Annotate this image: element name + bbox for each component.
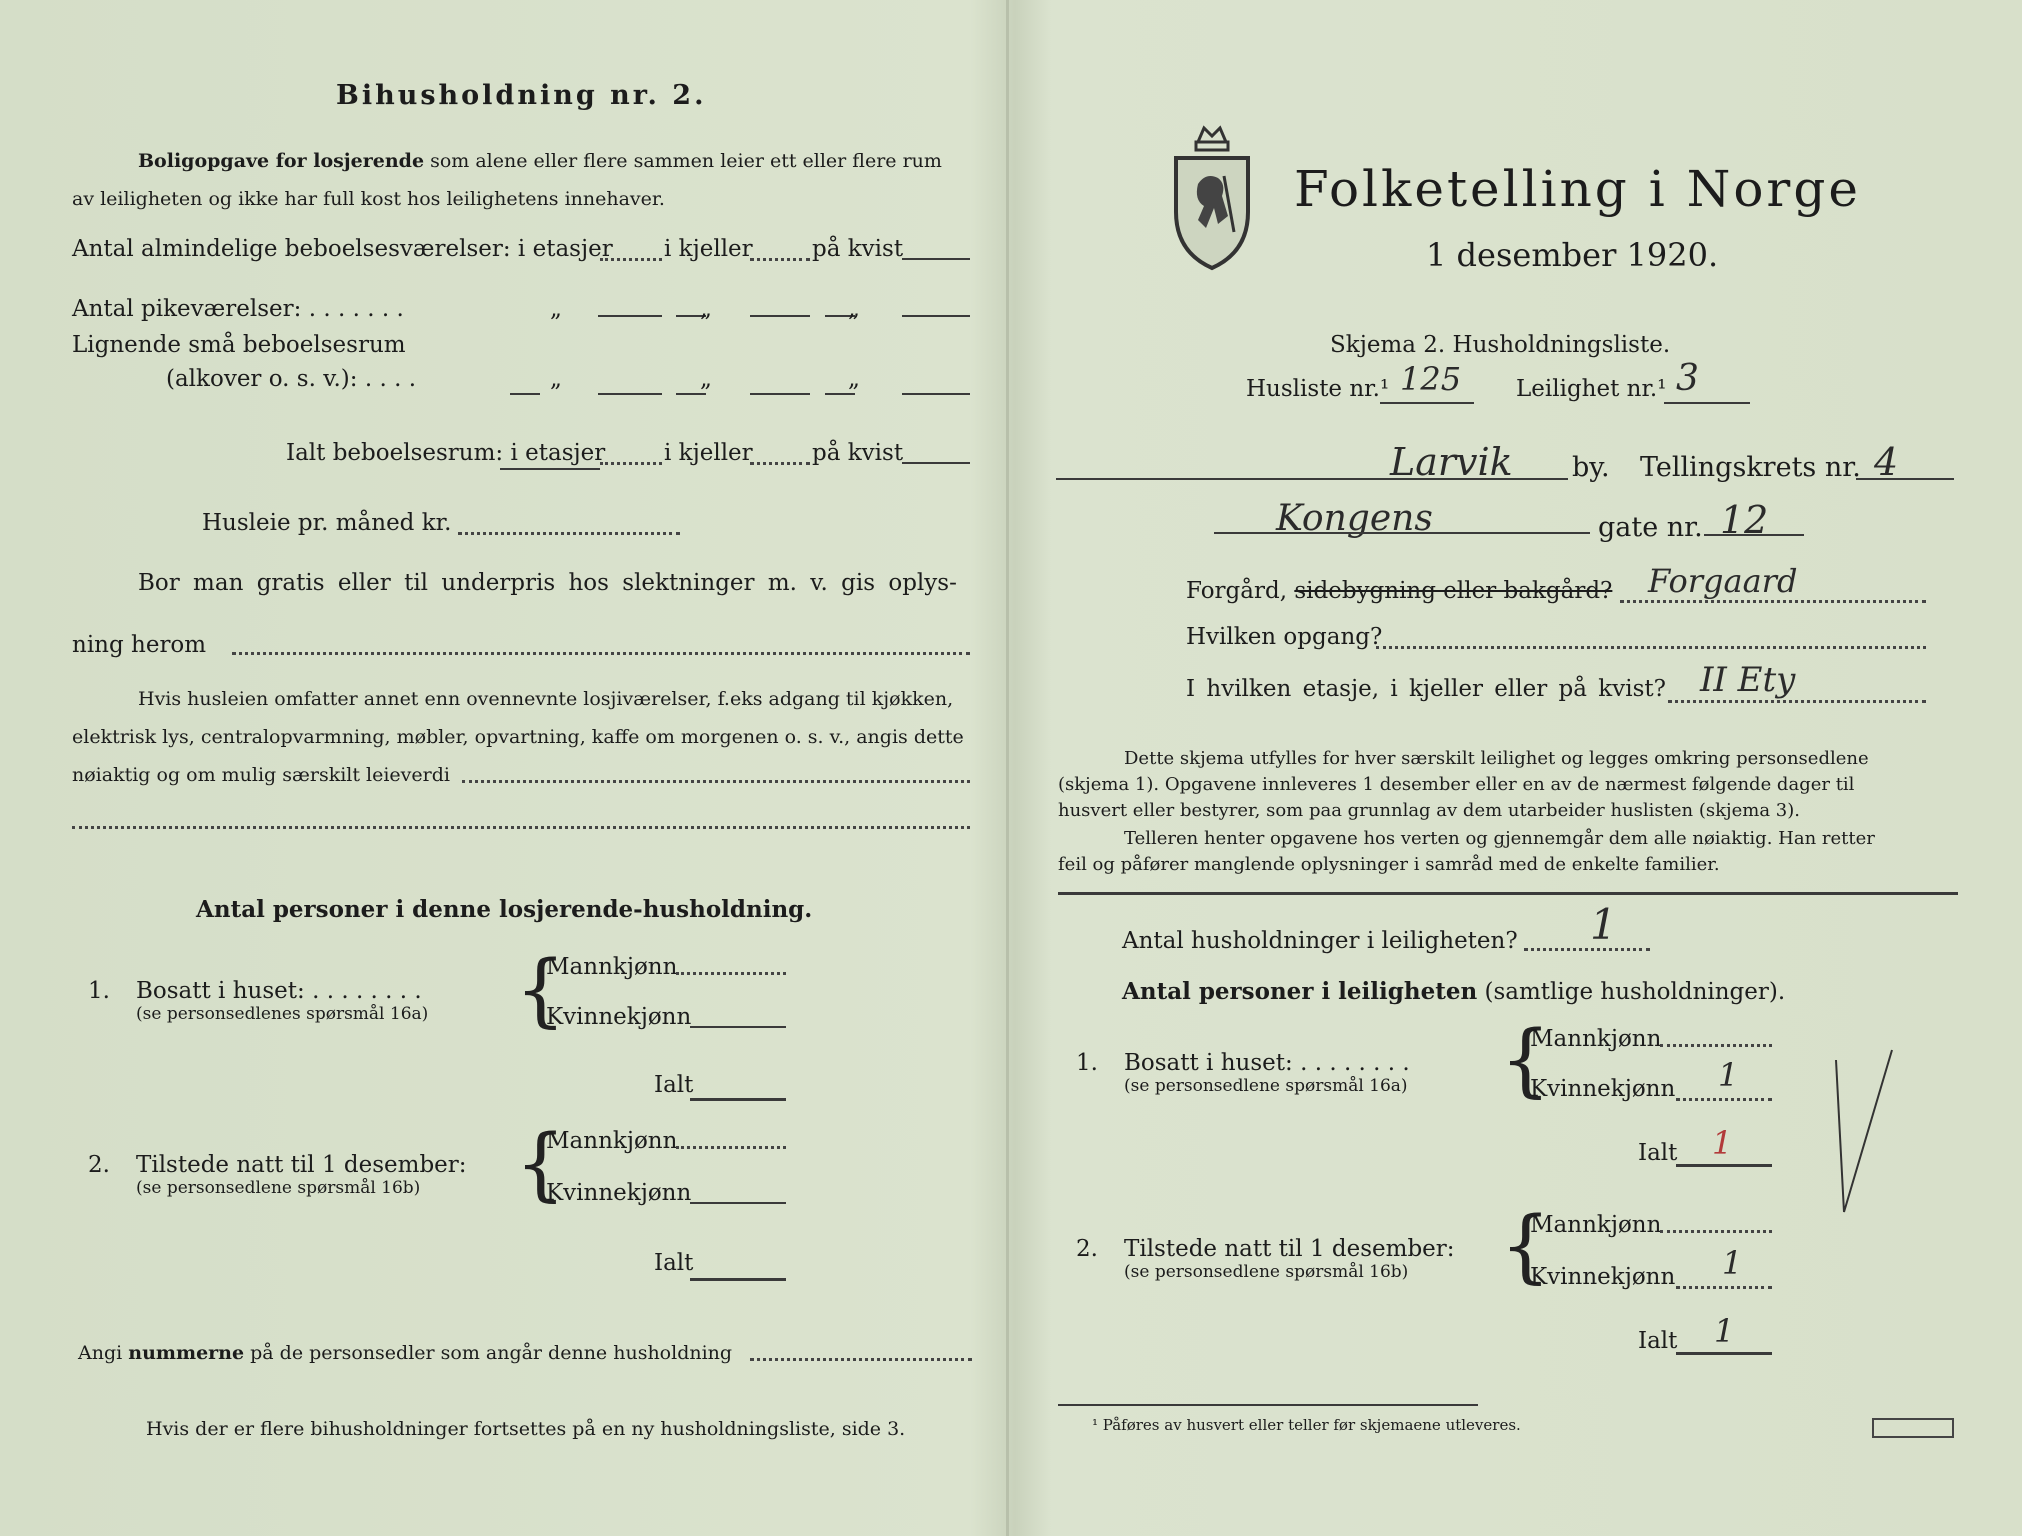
- left-q2-ialt-label: Ialt: [654, 1250, 694, 1276]
- alk-dash-0: [510, 393, 540, 395]
- left-q1-ialt-field[interactable]: [690, 1098, 786, 1101]
- etasje-field: [1668, 700, 1926, 703]
- husleie-label: Husleie pr. måned kr.: [202, 510, 452, 536]
- alk-etasjer-field[interactable]: [598, 393, 662, 395]
- leilighet-value[interactable]: 3: [1676, 358, 1699, 399]
- left-q1-ialt-label: Ialt: [654, 1072, 694, 1098]
- alk-kvist-field[interactable]: [902, 393, 970, 395]
- right-q2-kvinne-value[interactable]: 1: [1722, 1244, 1743, 1282]
- footnote-mark: ¹: [1092, 1416, 1099, 1434]
- by-value[interactable]: Larvik: [1390, 440, 1513, 484]
- right-q2-label: Tilstede natt til 1 desember:: [1124, 1236, 1455, 1262]
- info-line-3: husvert eller bestyrer, som paa grunnlag av dem utarbeider huslisten (skjema 3).: [1058, 800, 1800, 821]
- bor-gratis-text: Bor man gratis eller til underpris hos slektninger m. v. gis oplys-: [138, 570, 957, 596]
- antal-personer-bold: Antal personer i leiligheten: [1122, 978, 1478, 1005]
- angi-bold: nummerne: [128, 1342, 245, 1364]
- left-q2-ialt-field[interactable]: [690, 1278, 786, 1281]
- ning-herom-field[interactable]: [232, 652, 970, 655]
- antal-personer-rest: (samtlige husholdninger).: [1484, 979, 1786, 1005]
- antal-hush-field: [1524, 948, 1650, 951]
- alm-kjeller-field[interactable]: [750, 258, 810, 261]
- alm-etasjer-field[interactable]: [600, 258, 662, 261]
- left-q1-number: 1.: [88, 978, 110, 1004]
- left-intro-line2: av leiligheten og ikke har full kost hos leilighetens innehaver.: [72, 188, 665, 210]
- left-q1-label: Bosatt i huset: . . . . . . . .: [136, 978, 422, 1004]
- left-q2-label: Tilstede natt til 1 desember:: [136, 1152, 467, 1178]
- page-fold: [1006, 0, 1009, 1536]
- alm-kvist-label: på kvist: [812, 236, 904, 262]
- angi-line: [78, 1342, 732, 1364]
- forgaard-value[interactable]: Forgaard: [1648, 562, 1798, 600]
- ialt-kvist-label: på kvist: [812, 440, 904, 466]
- ditto-mark: „: [848, 366, 860, 392]
- right-q1-mann-label: Mannkjønn: [1530, 1026, 1662, 1052]
- info-line-2: (skjema 1). Opgavene innleveres 1 desember eller en av de nærmest følgende dager til: [1058, 774, 1855, 795]
- ditto-mark: „: [700, 296, 712, 322]
- pike-etasjer-field[interactable]: [598, 315, 662, 317]
- left-q2-mann-label: Mannkjønn: [546, 1128, 678, 1154]
- left-q1-sub: (se personsedlenes spørsmål 16a): [136, 1004, 429, 1024]
- etasje-label: I hvilken etasje, i kjeller eller på kvist?: [1186, 676, 1666, 702]
- ialt-rum-underline: [500, 468, 600, 470]
- left-q2-kvinne-label: Kvinnekjønn: [546, 1180, 692, 1206]
- skjema-label: Skjema 2. Husholdningsliste.: [1330, 332, 1671, 358]
- alm-kjeller-label: i kjeller: [664, 236, 753, 262]
- husliste-value[interactable]: 125: [1400, 360, 1462, 398]
- hvis-husleien-3: nøiaktig og om mulig særskilt leieverdi: [72, 764, 450, 786]
- opgang-label: Hvilken opgang?: [1186, 624, 1383, 650]
- gate-label: gate nr.: [1598, 512, 1703, 543]
- angi-field[interactable]: [750, 1358, 972, 1361]
- printer-stamp-icon: [1872, 1418, 1954, 1438]
- ditto-mark: „: [550, 366, 562, 392]
- right-q2-kvinne-label: Kvinnekjønn: [1530, 1264, 1676, 1290]
- right-q2-ialt-value[interactable]: 1: [1714, 1312, 1735, 1350]
- husleie-field[interactable]: [458, 532, 680, 535]
- by-label: by.: [1572, 452, 1610, 483]
- tellingskrets-value[interactable]: 4: [1874, 440, 1899, 484]
- forgaard-line: [1186, 578, 1612, 604]
- left-q1-mann-field[interactable]: [676, 972, 786, 975]
- left-q2-kvinne-field[interactable]: [690, 1202, 786, 1204]
- right-title: Folketelling i Norge: [1294, 160, 1861, 218]
- right-q1-brace: {: [1500, 1013, 1551, 1106]
- info-line-4: Telleren henter opgavene hos verten og gjennemgår dem alle nøiaktig. Han retter: [1124, 828, 1875, 849]
- left-footer: Hvis der er flere bihusholdninger fortsettes på en ny husholdningsliste, side 3.: [146, 1418, 906, 1440]
- etasje-value[interactable]: II Ety: [1700, 660, 1796, 700]
- tellingskrets-label: Tellingskrets nr.: [1640, 452, 1861, 483]
- forgaard-field: [1620, 600, 1926, 603]
- right-q2-ialt-label: Ialt: [1638, 1328, 1678, 1354]
- left-intro-line1: [138, 150, 942, 172]
- leilighet-label: Leilighet nr.¹: [1516, 376, 1667, 402]
- antal-personer-line: [1122, 978, 1785, 1005]
- antal-hush-label: Antal husholdninger i leiligheten?: [1122, 928, 1518, 954]
- ialt-rum-label: Ialt beboelsesrum: i etasjer: [286, 440, 606, 466]
- pikevaerelser-label: Antal pikeværelser: . . . . . . .: [72, 296, 404, 322]
- left-q2-number: 2.: [88, 1152, 110, 1178]
- right-q1-sub: (se personsedlene spørsmål 16a): [1124, 1076, 1408, 1096]
- ialt-kvist-field[interactable]: [902, 462, 970, 464]
- ialt-etasjer-field[interactable]: [600, 462, 662, 465]
- angi-pre: Angi: [78, 1342, 123, 1364]
- info-line-5: feil og påfører manglende oplysninger i samråd med de enkelte familier.: [1058, 854, 1720, 875]
- intro-bold: Boligopgave for losjerende: [138, 150, 425, 172]
- tellingskrets-field: [1856, 478, 1954, 480]
- angi-rest: på de personsedler som angår denne husholdning: [250, 1342, 733, 1364]
- left-q2-brace: {: [515, 1117, 566, 1210]
- left-q1-kvinne-field[interactable]: [690, 1026, 786, 1028]
- alk-dash-2: [825, 393, 855, 395]
- ditto-mark: „: [550, 296, 562, 322]
- leieverdi-field-2[interactable]: [72, 826, 970, 829]
- gate-nr-field: [1704, 534, 1804, 536]
- footnote-rule: [1058, 1404, 1478, 1406]
- left-q1-mann-label: Mannkjønn: [546, 954, 678, 980]
- right-q2-ialt-field: [1676, 1352, 1772, 1355]
- right-q1-ialt-label: Ialt: [1638, 1140, 1678, 1166]
- gate-value[interactable]: Kongens: [1276, 498, 1433, 539]
- norway-coat-of-arms-icon: [1168, 120, 1256, 276]
- ialt-kjeller-field[interactable]: [750, 462, 810, 465]
- sidebygning-struck: sidebygning eller bakgård?: [1294, 578, 1613, 604]
- ditto-mark: „: [848, 296, 860, 322]
- alk-dash-1: [676, 393, 706, 395]
- right-q1-kvinne-value[interactable]: 1: [1718, 1056, 1739, 1094]
- left-persons-heading: Antal personer i denne losjerende-husholdning.: [196, 896, 813, 923]
- right-q1-label: Bosatt i huset: . . . . . . . .: [1124, 1050, 1410, 1076]
- intro-rest: som alene eller flere sammen leier ett eller flere rum: [430, 150, 942, 172]
- info-line-1: Dette skjema utfylles for hver særskilt leilighet og legges omkring personsedlene: [1124, 748, 1869, 769]
- ialt-kjeller-label: i kjeller: [664, 440, 753, 466]
- opgang-field[interactable]: [1376, 646, 1926, 649]
- footnote: [1092, 1416, 1521, 1434]
- husliste-label: Husliste nr.¹: [1246, 376, 1390, 402]
- right-q1-mann-field[interactable]: [1660, 1044, 1772, 1047]
- by-field: [1056, 478, 1568, 480]
- antal-alm-label: Antal almindelige beboelsesværelser: i etasjer: [72, 236, 613, 262]
- alm-kvist-field[interactable]: [902, 258, 970, 260]
- husliste-field: [1380, 402, 1474, 404]
- leilighet-field: [1664, 402, 1750, 404]
- forgaard-label: Forgård,: [1186, 578, 1288, 604]
- hvis-husleien-1: Hvis husleien omfatter annet enn ovennevnte losjiværelser, f.eks adgang til kjøkken,: [138, 688, 954, 710]
- check-stroke: [1830, 1040, 1900, 1224]
- ditto-mark: „: [700, 366, 712, 392]
- left-q1-brace: {: [515, 943, 566, 1036]
- right-q2-brace: {: [1500, 1199, 1551, 1292]
- right-q1-ialt-field: [1676, 1164, 1772, 1167]
- right-q1-number: 1.: [1076, 1050, 1098, 1076]
- divider-line: [1058, 892, 1958, 895]
- footnote-text: Påføres av husvert eller teller før skjemaene utleveres.: [1102, 1416, 1521, 1434]
- right-q2-sub: (se personsedlene spørsmål 16b): [1124, 1262, 1409, 1282]
- left-q2-mann-field[interactable]: [676, 1146, 786, 1149]
- ning-herom-label: ning herom: [72, 632, 207, 658]
- right-q2-kvinne-field: [1676, 1286, 1772, 1289]
- alkover-label: (alkover o. s. v.): . . . .: [166, 366, 417, 392]
- antal-hush-value[interactable]: 1: [1590, 900, 1617, 949]
- right-q2-mann-field[interactable]: [1660, 1230, 1772, 1233]
- alk-kjeller-field[interactable]: [750, 393, 810, 395]
- left-title: Bihusholdning nr. 2.: [336, 80, 707, 111]
- right-q1-kvinne-label: Kvinnekjønn: [1530, 1076, 1676, 1102]
- leieverdi-field[interactable]: [462, 780, 970, 783]
- right-q1-kvinne-field: [1676, 1098, 1772, 1101]
- right-q1-ialt-value[interactable]: 1: [1712, 1124, 1733, 1162]
- pike-kjeller-field[interactable]: [750, 315, 810, 317]
- gate-nr-value[interactable]: 12: [1720, 498, 1769, 542]
- left-q2-sub: (se personsedlene spørsmål 16b): [136, 1178, 421, 1198]
- pike-kvist-field[interactable]: [902, 315, 970, 317]
- right-q2-mann-label: Mannkjønn: [1530, 1212, 1662, 1238]
- right-date: 1 desember 1920.: [1426, 236, 1719, 274]
- lignende-label: Lignende små beboelsesrum: [72, 332, 406, 358]
- right-q2-number: 2.: [1076, 1236, 1098, 1262]
- gate-field: [1214, 532, 1590, 534]
- hvis-husleien-2: elektrisk lys, centralopvarmning, møbler, opvartning, kaffe om morgenen o. s. v., angis dette: [72, 726, 964, 748]
- left-q1-kvinne-label: Kvinnekjønn: [546, 1004, 692, 1030]
